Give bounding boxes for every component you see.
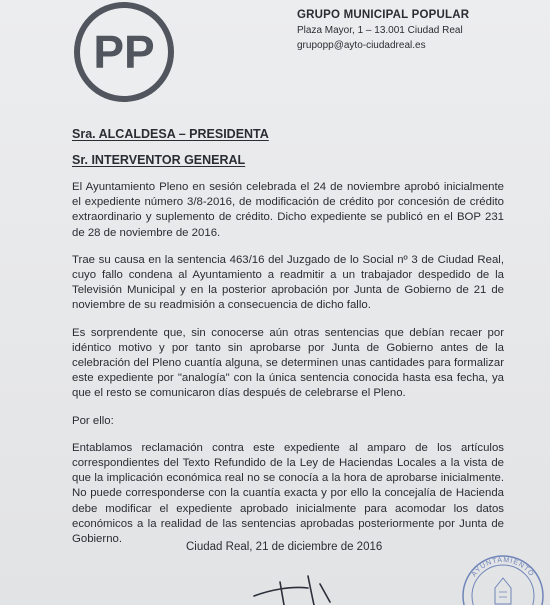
paragraph: Por ello:: [72, 414, 114, 427]
recipient-controller: Sr. INTERVENTOR GENERAL: [72, 153, 246, 167]
paragraph: El Ayuntamiento Pleno en sesión celebrada el 24 de noviembre aprobó inicialmente el expediente número 3/8-2016, de modificación de crédito por concesión de crédito extraordinario y suplemento de crédito. Dicho expediente se publicó en el BOP 231 de 28 de noviembre de 2016.: [72, 181, 504, 239]
org-address: Plaza Mayor, 1 – 13.001 Ciudad Real: [297, 25, 463, 36]
paragraph: Entablamos reclamación contra este expediente al amparo de los artículos correspondientes del Texto Refundido de la Ley de Haciendas Locales a la vista de que la implicación económica real no se conocía a la hora de aprobarse inicialmente. No puede corresponderse con la cuantía exacta y por ello la concejalía de Hacienda debe modificar el expediente aprobado inicialmente para acomodar los datos económicos a la realidad de las sentencias aprobadas posteriormente por Junta de Gobierno.: [72, 441, 504, 546]
paragraph: Es sorprendente que, sin conocerse aún otras sentencias que debían recaer por idéntico motivo y por tanto sin aprobarse por Junta de Gobierno antes de la celebración del Pleno cuantía alguna, se determinen unas cantidades para formalizar este expediente por "analogía" con la única sentencia conocida hasta esa fecha, ya que el resto se comunicaron días después de celebrarse el Pleno.: [72, 326, 504, 400]
org-email: grupopp@ayto-ciudadreal.es: [297, 40, 426, 51]
handwritten-signature: [250, 572, 360, 605]
letter-body: [72, 180, 504, 559]
recipient-mayor: Sra. ALCALDESA – PRESIDENTA: [72, 127, 269, 141]
letterhead: [297, 7, 469, 53]
paragraph: Trae su causa en la sentencia 463/16 del Juzgado de lo Social nº 3 de Ciudad Real, cuyo fallo condena al Ayuntamiento a readmitir a un trabajador despedido de la Televisión Municipal y en la posterior aprobación por Junta de Gobierno de 21 de noviembre de su readmisión a consecuencia de dicho fallo.: [72, 253, 504, 312]
logo-text: PP: [93, 26, 155, 78]
org-name: GRUPO MUNICIPAL POPULAR: [297, 9, 470, 21]
pp-logo: [72, 0, 176, 104]
official-stamp: [455, 548, 545, 605]
stamp-text: AYUNTAMIENTO: [470, 556, 536, 579]
date-line: Ciudad Real, 21 de diciembre de 2016: [186, 541, 383, 553]
